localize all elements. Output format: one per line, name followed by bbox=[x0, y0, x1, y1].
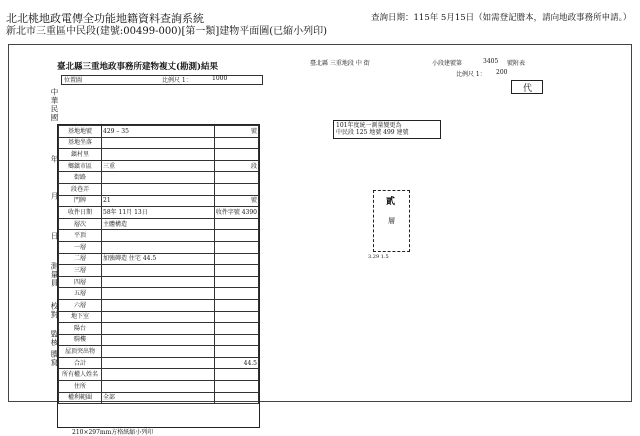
property-row bbox=[59, 265, 259, 277]
row-value bbox=[102, 334, 215, 346]
row-tail bbox=[214, 276, 258, 288]
row-value bbox=[102, 172, 215, 184]
property-row bbox=[59, 172, 259, 184]
floor-suffix: 層 bbox=[388, 217, 395, 225]
row-value: 三重 bbox=[102, 160, 215, 172]
row-value bbox=[102, 311, 215, 323]
property-row bbox=[59, 126, 259, 138]
property-row bbox=[59, 195, 259, 207]
form-caption: 210×297mm方格紙縮小列印 bbox=[72, 429, 154, 436]
property-row bbox=[59, 137, 259, 149]
row-label: 門牌 bbox=[59, 195, 102, 207]
row-tail bbox=[214, 334, 258, 346]
row-label: 合計 bbox=[59, 357, 102, 369]
row-label: 鎮村里 bbox=[59, 149, 102, 161]
row-label: 一層 bbox=[59, 241, 102, 253]
property-row bbox=[59, 346, 259, 358]
property-row bbox=[59, 149, 259, 161]
row-tail bbox=[214, 218, 258, 230]
survey-note-line2: 中民段 125 地號 499 建號 bbox=[336, 129, 409, 136]
location-strip bbox=[61, 75, 263, 85]
location-label: 位置圖 bbox=[64, 77, 83, 84]
row-value bbox=[102, 381, 215, 393]
property-row bbox=[59, 369, 259, 381]
side-label: 年 bbox=[50, 155, 59, 164]
row-tail bbox=[214, 149, 258, 161]
row-tail bbox=[214, 311, 258, 323]
form-scale-value: 1000 bbox=[212, 75, 228, 82]
corner-mark-box bbox=[511, 80, 543, 94]
row-value: 主體構造 bbox=[102, 218, 215, 230]
row-label: 六層 bbox=[59, 299, 102, 311]
plan-scale-label: 比例尺 1： bbox=[456, 71, 486, 78]
floor-plan-outline bbox=[373, 190, 410, 252]
property-row bbox=[59, 253, 259, 265]
row-label: 屋頂突出物 bbox=[59, 346, 102, 358]
property-row bbox=[59, 311, 259, 323]
row-label: 權利範圍 bbox=[59, 392, 102, 404]
survey-note bbox=[333, 120, 441, 139]
row-tail bbox=[214, 369, 258, 381]
property-row bbox=[59, 218, 259, 230]
row-tail: 44.5 bbox=[214, 357, 258, 369]
floor-label: 貳 bbox=[386, 197, 396, 207]
row-label: 陽台 bbox=[59, 323, 102, 335]
query-date: 查詢日期：115年 5月15日（如需登記謄本，請向地政事務所申請。） bbox=[371, 13, 632, 23]
system-title: 北北桃地政電傳全功能地籍資料查詢系統 bbox=[6, 12, 204, 25]
property-row bbox=[59, 334, 259, 346]
row-label: 基地坐落 bbox=[59, 137, 102, 149]
plan-region: 臺北縣 三重地段 中 街 bbox=[310, 60, 370, 67]
row-value: 全部 bbox=[102, 392, 215, 404]
row-tail bbox=[214, 392, 258, 404]
property-row bbox=[59, 241, 259, 253]
row-label: 街路 bbox=[59, 172, 102, 184]
building-no-suffix: 號附表 bbox=[507, 60, 526, 67]
side-label: 校對 bbox=[50, 302, 59, 319]
row-tail bbox=[214, 230, 258, 242]
row-label: 鄉鎮市區 bbox=[59, 160, 102, 172]
property-row bbox=[59, 357, 259, 369]
row-label: 地下室 bbox=[59, 311, 102, 323]
row-value bbox=[102, 323, 215, 335]
row-tail bbox=[214, 346, 258, 358]
row-value: 429 – 35 bbox=[102, 126, 215, 138]
property-row bbox=[59, 381, 259, 393]
plan-scale-value: 200 bbox=[496, 69, 508, 76]
row-value bbox=[102, 149, 215, 161]
row-label: 騎樓 bbox=[59, 334, 102, 346]
row-value: 21 bbox=[102, 195, 215, 207]
row-label: 二層 bbox=[59, 253, 102, 265]
row-value bbox=[102, 230, 215, 242]
row-tail: 段 bbox=[214, 160, 258, 172]
form-scale-label: 比例尺 1： bbox=[162, 77, 192, 84]
row-label: 三層 bbox=[59, 265, 102, 277]
row-tail bbox=[214, 288, 258, 300]
row-value bbox=[102, 299, 215, 311]
side-label: 測量員 bbox=[50, 262, 59, 288]
side-label: 中華民國 bbox=[50, 88, 59, 122]
property-table-frame bbox=[57, 124, 260, 428]
floor-dimensions: 3.29 1.5 bbox=[368, 254, 389, 260]
row-value bbox=[102, 137, 215, 149]
row-label: 層次 bbox=[59, 218, 102, 230]
row-tail: 收件字號 4390 bbox=[214, 207, 258, 219]
side-label: 月 bbox=[50, 192, 59, 201]
corner-mark: 代 bbox=[523, 84, 533, 94]
row-tail bbox=[214, 172, 258, 184]
row-tail bbox=[214, 299, 258, 311]
row-tail bbox=[214, 381, 258, 393]
row-tail: 號 bbox=[214, 126, 258, 138]
row-value: 58年 11月 13日 bbox=[102, 207, 215, 219]
side-label: 謄寫 bbox=[50, 350, 59, 367]
row-tail bbox=[214, 253, 258, 265]
property-row bbox=[59, 230, 259, 242]
form-title: 臺北縣三重地政事務所建物複丈(勘測)結果 bbox=[57, 62, 219, 72]
row-value bbox=[102, 265, 215, 277]
row-value bbox=[102, 369, 215, 381]
row-label: 基地地號 bbox=[59, 126, 102, 138]
row-value bbox=[102, 183, 215, 195]
location-line: 新北市三重區中民段(建號:00499-000)[第一類]建物平面圖(已縮小列印) bbox=[6, 26, 328, 37]
survey-note-line1: 101年度統一測量變更為 bbox=[336, 122, 402, 129]
row-value: 加強磚造 住宅 44.5 bbox=[102, 253, 215, 265]
side-label: 監核 bbox=[50, 330, 59, 347]
property-row bbox=[59, 183, 259, 195]
row-value bbox=[102, 288, 215, 300]
row-value bbox=[102, 276, 215, 288]
row-tail bbox=[214, 265, 258, 277]
property-row bbox=[59, 323, 259, 335]
row-value bbox=[102, 241, 215, 253]
property-row bbox=[59, 276, 259, 288]
row-label: 段巷弄 bbox=[59, 183, 102, 195]
side-label: 日 bbox=[50, 232, 59, 241]
row-label: 平頂 bbox=[59, 230, 102, 242]
row-tail: 號 bbox=[214, 195, 258, 207]
row-value bbox=[102, 357, 215, 369]
row-label: 住所 bbox=[59, 381, 102, 393]
row-label: 所有權人姓名 bbox=[59, 369, 102, 381]
row-tail bbox=[214, 183, 258, 195]
row-tail bbox=[214, 323, 258, 335]
survey-form bbox=[57, 54, 260, 436]
property-row bbox=[59, 299, 259, 311]
row-label: 五層 bbox=[59, 288, 102, 300]
row-tail bbox=[214, 241, 258, 253]
property-row bbox=[59, 288, 259, 300]
property-row bbox=[59, 160, 259, 172]
property-row bbox=[59, 392, 259, 404]
building-no-label: 小段建號第 bbox=[432, 60, 463, 67]
row-value bbox=[102, 346, 215, 358]
building-no-value: 3405 bbox=[483, 58, 499, 65]
row-label: 收件日期 bbox=[59, 207, 102, 219]
row-label: 四層 bbox=[59, 276, 102, 288]
property-row bbox=[59, 207, 259, 219]
property-table bbox=[58, 125, 259, 404]
row-tail bbox=[214, 137, 258, 149]
